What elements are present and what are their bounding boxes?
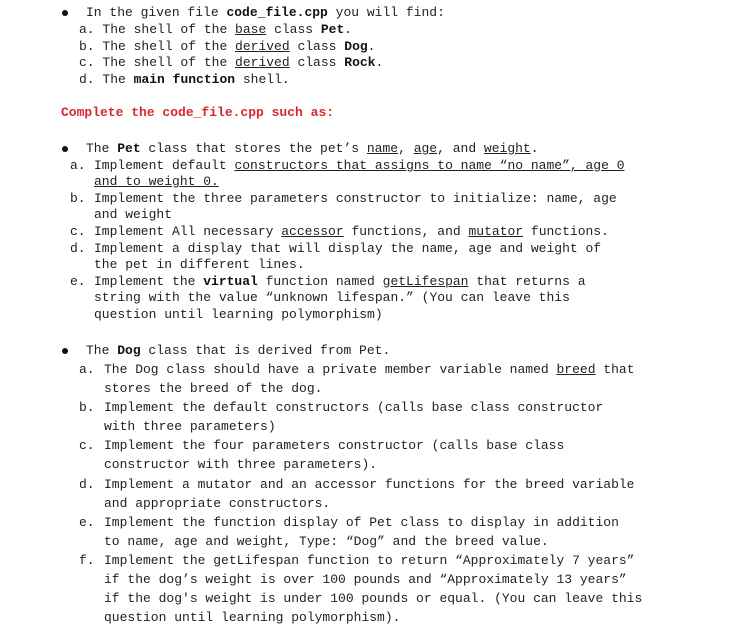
intro-item-d: d. The main function shell.: [79, 72, 290, 87]
bullet-icon: [62, 10, 68, 16]
dog-lead: The Dog class that is derived from Pet.: [86, 343, 391, 358]
intro-item-c: c. The shell of the derived class Rock.: [79, 55, 384, 70]
dog-item-d-marker: d.: [79, 477, 95, 492]
pet-item-d-line2: the pet in different lines.: [94, 257, 305, 272]
dog-item-a-line2: stores the breed of the dog.: [104, 381, 323, 396]
dog-item-e-line1: Implement the function display of Pet class to display in addition: [104, 515, 619, 530]
pet-item-b-line1: Implement the three parameters constructor to initialize: name, age: [94, 191, 617, 206]
dog-item-f-line3: if the dog's weight is under 100 pounds or equal. (You can leave this: [104, 591, 643, 606]
dog-item-b-line1: Implement the default constructors (calls base class constructor: [104, 400, 604, 415]
dog-item-b-line2: with three parameters): [104, 419, 276, 434]
dog-item-b-marker: b.: [79, 400, 95, 415]
pet-item-b-marker: b.: [70, 191, 86, 206]
bullet-icon: [62, 146, 68, 152]
pet-item-d-line1: Implement a display that will display the name, age and weight of: [94, 241, 602, 256]
dog-item-f-line4: question until learning polymorphism).: [104, 610, 401, 625]
dog-item-c-marker: c.: [79, 438, 95, 453]
dog-item-d-line2: and appropriate constructors.: [104, 496, 331, 511]
pet-item-d-marker: d.: [70, 241, 86, 256]
pet-item-c-line1: Implement All necessary accessor functions, and mutator functions.: [94, 224, 609, 239]
pet-item-a-marker: a.: [70, 158, 86, 173]
dog-item-c-line1: Implement the four parameters constructor (calls base class: [104, 438, 565, 453]
pet-lead: The Pet class that stores the pet’s name, age, and weight.: [86, 141, 539, 156]
dog-item-e-line2: to name, age and weight, Type: “Dog” and the breed value.: [104, 534, 549, 549]
pet-item-c-marker: c.: [70, 224, 86, 239]
dog-item-f-marker: f.: [79, 553, 95, 568]
intro-item-b: b. The shell of the derived class Dog.: [79, 39, 376, 54]
dog-item-d-line1: Implement a mutator and an accessor functions for the breed variable: [104, 477, 635, 492]
dog-item-c-line2: constructor with three parameters).: [104, 457, 378, 472]
pet-item-a-line2: and to weight 0.: [94, 174, 219, 189]
dog-item-e-marker: e.: [79, 515, 95, 530]
dog-item-a-line1: The Dog class should have a private member variable named breed that: [104, 362, 635, 377]
pet-item-e-line3: question until learning polymorphism): [94, 307, 383, 322]
dog-item-f-line2: if the dog’s weight is over 100 pounds and “Approximately 13 years”: [104, 572, 627, 587]
dog-item-a-marker: a.: [79, 362, 95, 377]
pet-item-e-marker: e.: [70, 274, 86, 289]
intro-item-a: a. The shell of the base class Pet.: [79, 22, 353, 37]
pet-item-e-line2: string with the value “unknown lifespan.” (You can leave this: [94, 290, 570, 305]
pet-item-b-line2: and weight: [94, 207, 173, 222]
pet-item-e-line1: Implement the virtual function named getLifespan that returns a: [94, 274, 586, 289]
intro-lead: In the given file code_file.cpp you will find:: [86, 5, 445, 20]
bullet-icon: [62, 348, 68, 354]
dog-item-f-line1: Implement the getLifespan function to return “Approximately 7 years”: [104, 553, 635, 568]
complete-heading: Complete the code_file.cpp such as:: [61, 105, 335, 120]
pet-item-a-line1: Implement default constructors that assigns to name “no name”, age 0: [94, 158, 625, 173]
